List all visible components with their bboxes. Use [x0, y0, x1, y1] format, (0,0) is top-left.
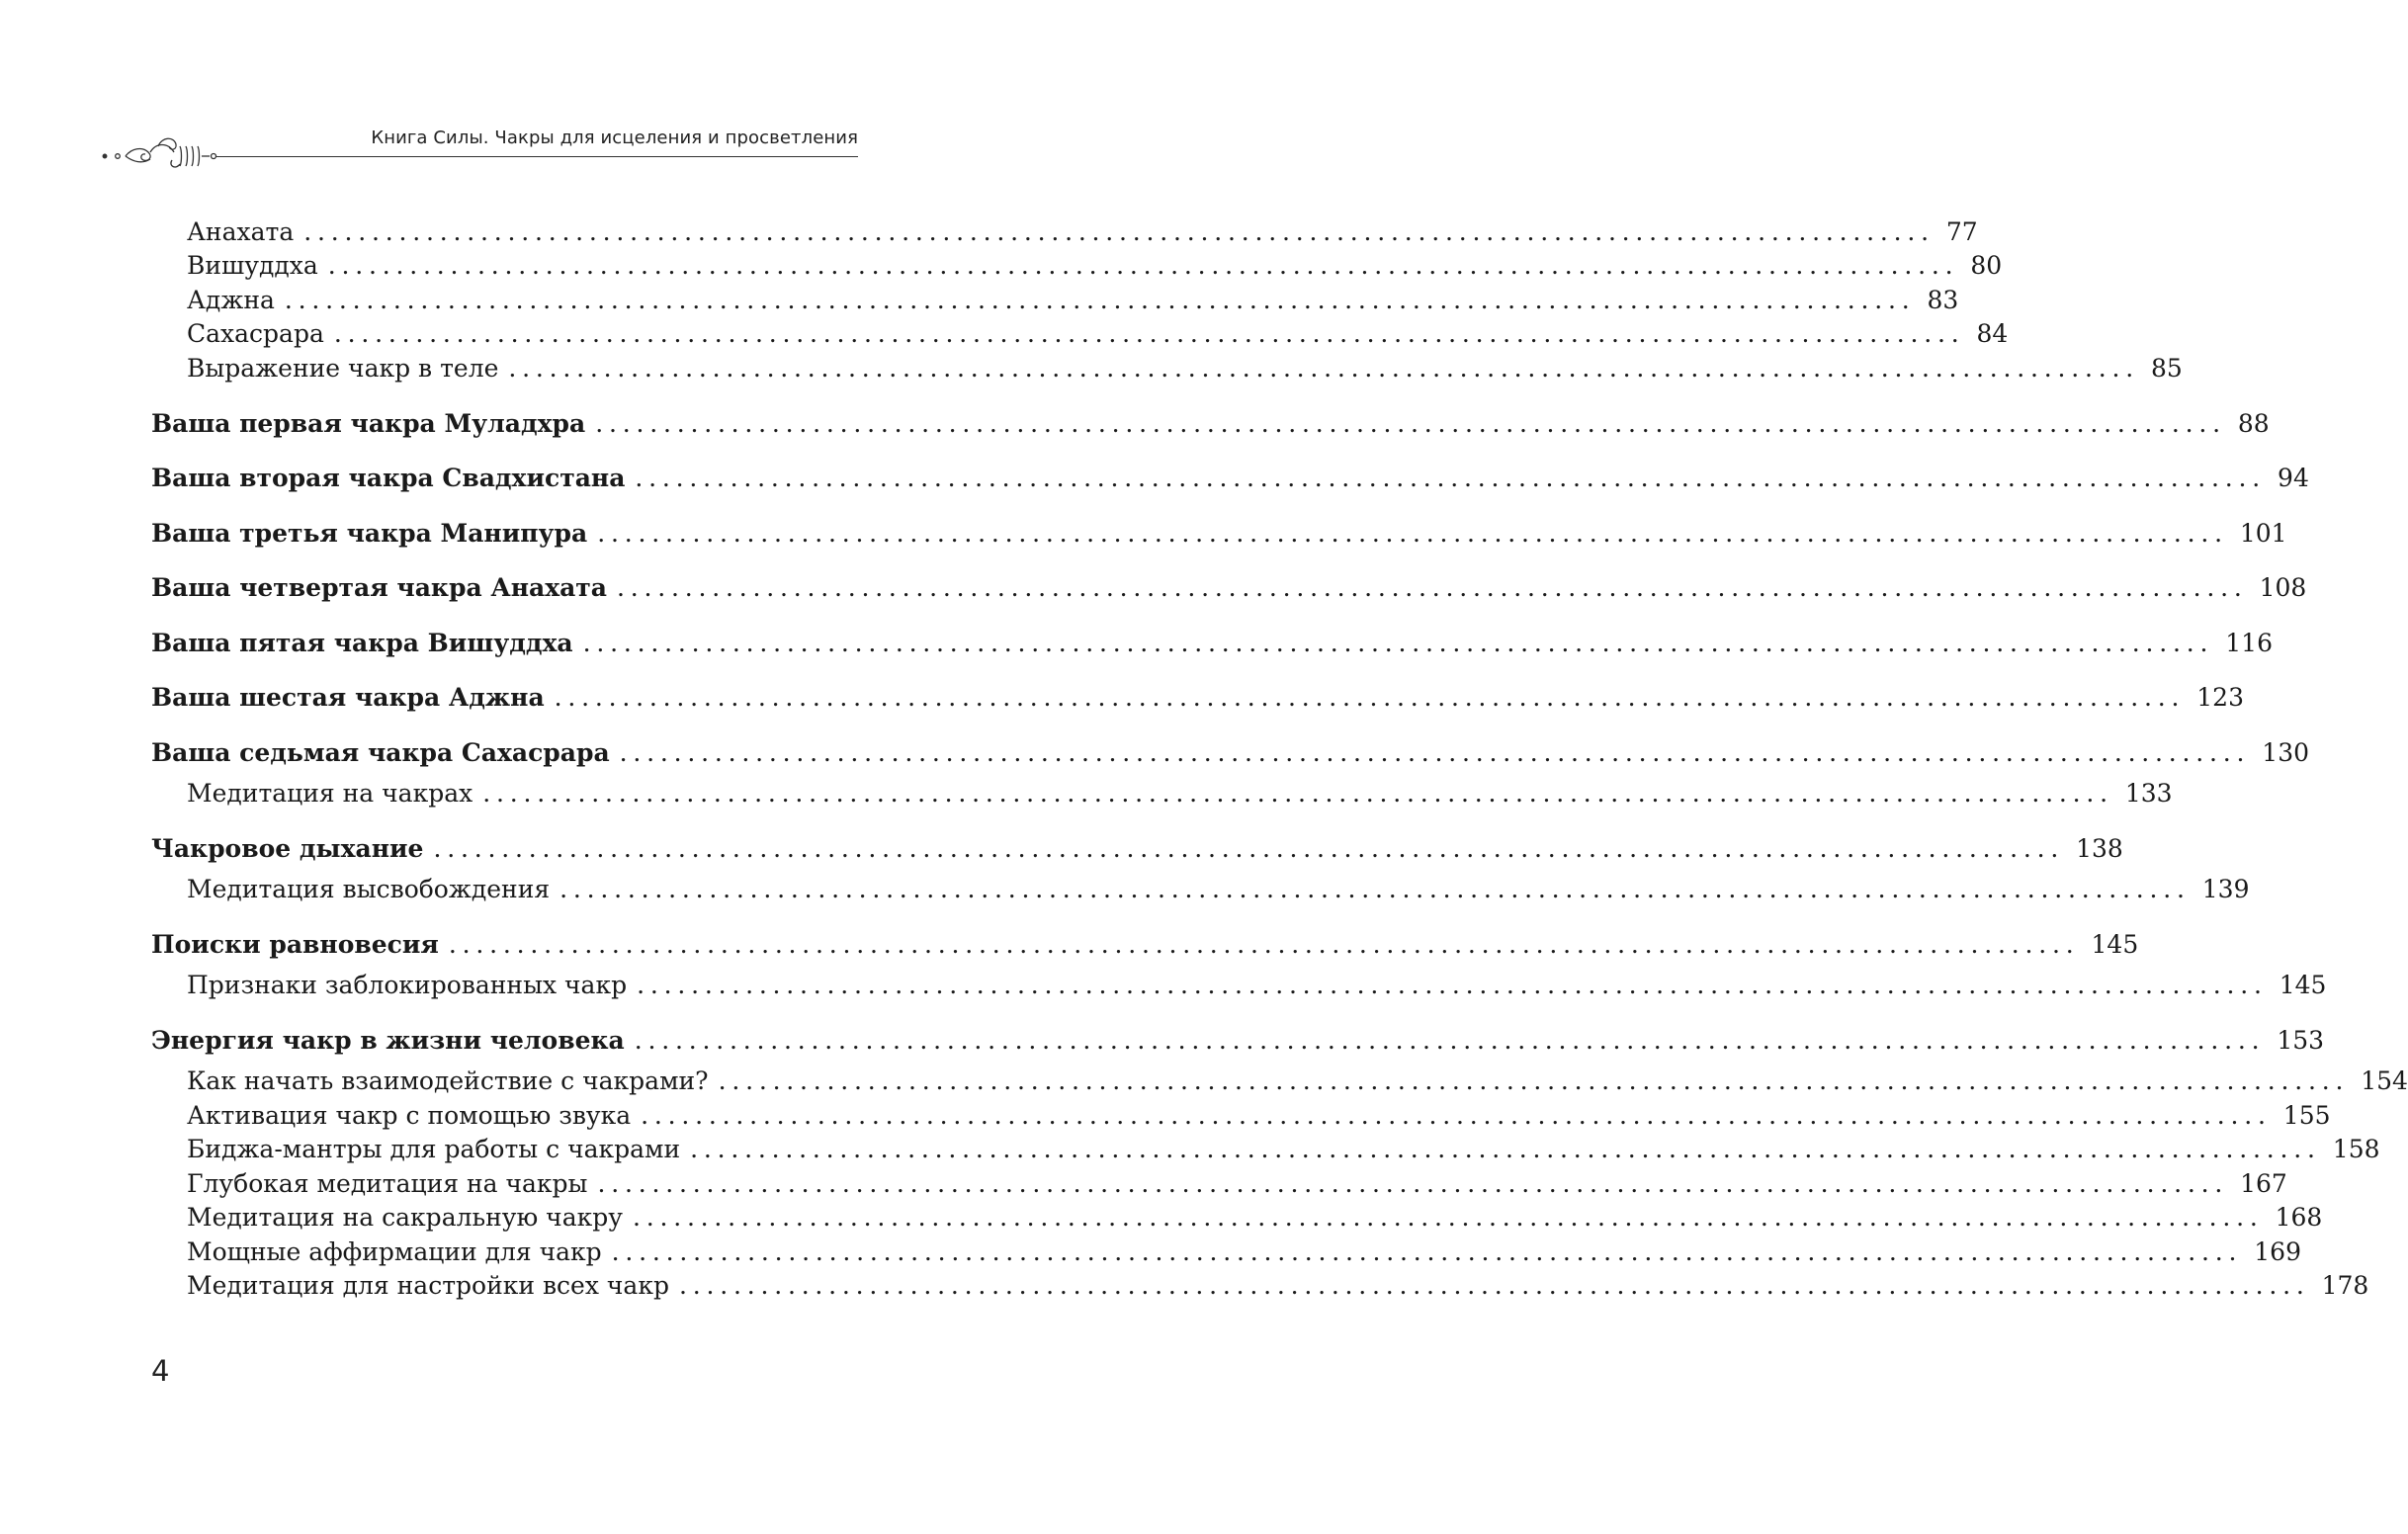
toc-entry-page: 133: [2124, 779, 2173, 808]
toc-entry-title: Ваша первая чакра Муладхра: [151, 409, 586, 438]
toc-leader-dots: ........................................................................................................................: [635, 464, 2267, 492]
toc-entry: [187, 777, 2173, 810]
toc-entry-page: 94: [2278, 464, 2309, 492]
toc-entry-page: 178: [2321, 1271, 2369, 1300]
toc-entry: [187, 969, 2327, 1002]
toc-entry-page: 85: [2151, 354, 2183, 383]
toc-leader-dots: ........................................................................................................................: [632, 1203, 2264, 1232]
toc-leader-dots: ........................................................................................................................: [482, 779, 2113, 808]
toc-entry-title: Сахасрара: [187, 319, 324, 348]
toc-entry-title: Медитация на сакральную чакру: [187, 1203, 623, 1232]
toc-entry-title: Вишуддха: [187, 251, 318, 280]
toc-leader-dots: ........................................................................................................................: [641, 1101, 2272, 1130]
toc-entry: [187, 215, 1978, 249]
toc-entry: [187, 1236, 2301, 1269]
toc-entry: [187, 284, 1959, 317]
toc-leader-dots: ........................................................................................................................: [433, 834, 2065, 863]
toc-entry-page: 169: [2254, 1237, 2301, 1266]
toc-entry-page: 130: [2262, 738, 2310, 767]
toc-leader-dots: ........................................................................................................................: [611, 1237, 2243, 1266]
toc-leader-dots: ........................................................................................................................: [597, 519, 2228, 548]
toc-entry-page: 168: [2275, 1203, 2323, 1232]
toc-entry: [151, 407, 2270, 441]
toc-leader-dots: ........................................................................................................................: [448, 930, 2080, 959]
toc-leader-dots: ........................................................................................................................: [690, 1135, 2321, 1163]
toc-entry: [187, 352, 2183, 385]
toc-entry: [151, 736, 2310, 770]
toc-entry: [151, 627, 2273, 660]
toc-leader-dots: ........................................................................................................................: [617, 573, 2248, 602]
toc-leader-dots: ........................................................................................................................: [559, 875, 2191, 903]
toc-entry-page: 145: [2279, 971, 2327, 999]
toc-leader-dots: ........................................................................................................................: [637, 971, 2268, 999]
toc-leader-dots: ........................................................................................................................: [619, 738, 2251, 767]
toc-entry-title: Энергия чакр в жизни человека: [151, 1026, 625, 1055]
toc-entry-title: Как начать взаимодействие с чакрами?: [187, 1066, 709, 1095]
toc-leader-dots: ........................................................................................................................: [508, 354, 2139, 383]
toc-entry-page: 154: [2361, 1066, 2408, 1095]
toc-entry: [151, 1024, 2325, 1058]
toc-leader-dots: ........................................................................................................................: [582, 629, 2214, 657]
toc-entry: [187, 1099, 2331, 1133]
toc-entry: [187, 873, 2250, 906]
toc-entry: [187, 1167, 2287, 1201]
toc-entry: [151, 681, 2244, 715]
toc-entry-title: Анахата: [187, 217, 295, 246]
toc-entry-page: 83: [1927, 286, 1959, 314]
toc-entry: [187, 249, 2003, 283]
toc-leader-dots: ........................................................................................................................: [303, 217, 1935, 246]
toc-entry: [151, 517, 2287, 551]
toc-entry-title: Ваша шестая чакра Аджна: [151, 683, 545, 712]
toc-entry-page: 108: [2259, 573, 2307, 602]
toc-entry-page: 153: [2277, 1026, 2325, 1055]
toc-entry-title: Выражение чакр в теле: [187, 354, 499, 383]
toc-leader-dots: ........................................................................................................................: [595, 409, 2226, 438]
toc-leader-dots: ........................................................................................................................: [284, 286, 1916, 314]
toc-entry-title: Глубокая медитация на чакры: [187, 1169, 588, 1198]
toc-entry-page: 138: [2076, 834, 2123, 863]
toc-entry: [151, 928, 2139, 962]
toc-entry: [187, 1133, 2380, 1166]
toc-entry-title: Медитация на чакрах: [187, 779, 473, 808]
toc-entry-title: Поиски равновесия: [151, 930, 439, 959]
toc-entry-page: 139: [2201, 875, 2250, 903]
toc-entry-title: Биджа-мантры для работы с чакрами: [187, 1135, 681, 1163]
toc-entry-page: 167: [2240, 1169, 2287, 1198]
toc-entry-page: 101: [2239, 519, 2287, 548]
toc-entry-title: Ваша третья чакра Манипура: [151, 519, 588, 548]
toc-entry-title: Аджна: [187, 286, 275, 314]
toc-entry-page: 145: [2091, 930, 2139, 959]
toc-entry-page: 84: [1976, 319, 2009, 348]
running-title: Книга Силы. Чакры для исцеления и просветления: [371, 128, 858, 148]
toc-entry: [187, 317, 2009, 351]
toc-entry: [151, 832, 2123, 866]
toc-entry-title: Ваша пятая чакра Вишуддха: [151, 629, 573, 657]
toc-entry-page: 77: [1945, 217, 1978, 246]
toc-entry-page: 158: [2332, 1135, 2380, 1163]
page-number: 4: [151, 1354, 170, 1388]
toc-leader-dots: ........................................................................................................................: [718, 1066, 2350, 1095]
toc-entry-title: Признаки заблокированных чакр: [187, 971, 628, 999]
toc-entry: [187, 1201, 2323, 1235]
toc-entry-title: Мощные аффирмации для чакр: [187, 1237, 602, 1266]
toc-entry: [151, 571, 2307, 605]
toc-entry-page: 116: [2225, 629, 2273, 657]
toc-entry: [187, 1065, 2408, 1098]
toc-entry-title: Чакровое дыхание: [151, 834, 424, 863]
toc-entry-title: Ваша вторая чакра Свадхистана: [151, 464, 626, 492]
toc-entry: [151, 462, 2309, 495]
toc-leader-dots: ........................................................................................................................: [634, 1026, 2266, 1055]
toc-entry-page: 80: [1970, 251, 2003, 280]
toc-entry-title: Ваша четвертая чакра Анахата: [151, 573, 607, 602]
toc-entry: [187, 1269, 2369, 1303]
toc-entry-title: Медитация высвобождения: [187, 875, 551, 903]
toc-entry-page: 123: [2196, 683, 2244, 712]
toc-entry-title: Медитация для настройки всех чакр: [187, 1271, 669, 1300]
toc-leader-dots: ........................................................................................................................: [554, 683, 2186, 712]
toc-leader-dots: ........................................................................................................................: [333, 319, 1965, 348]
toc-entry-title: Ваша седьмая чакра Сахасрара: [151, 738, 610, 767]
toc-leader-dots: ........................................................................................................................: [327, 251, 1959, 280]
toc-entry-page: 88: [2237, 409, 2270, 438]
toc-entry-title: Активация чакр с помощью звука: [187, 1101, 632, 1130]
toc-entry-page: 155: [2282, 1101, 2331, 1130]
toc-leader-dots: ........................................................................................................................: [597, 1169, 2229, 1198]
toc-leader-dots: ........................................................................................................................: [678, 1271, 2310, 1300]
